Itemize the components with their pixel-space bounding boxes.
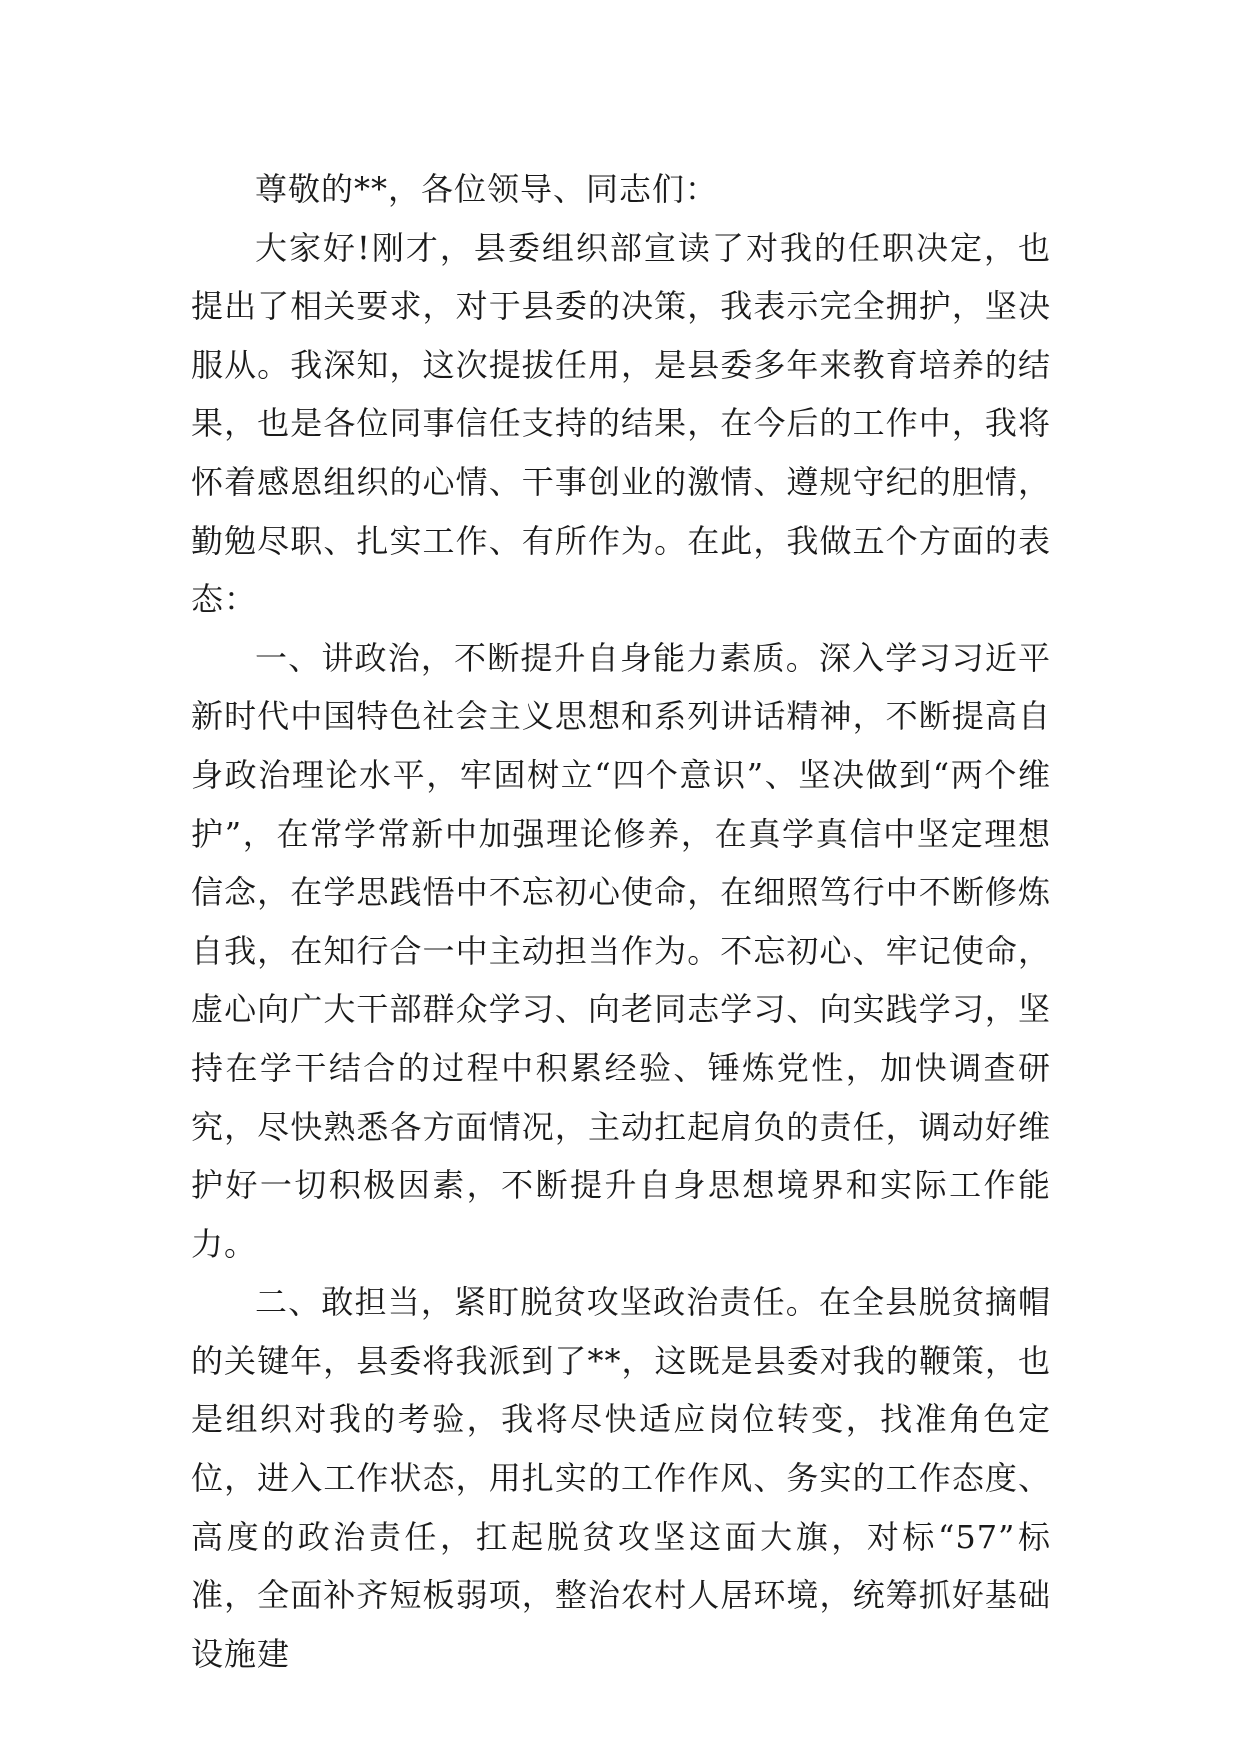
salutation-paragraph: 尊敬的**，各位领导、同志们： xyxy=(255,170,719,208)
section-two-paragraph: 二、敢担当，紧盯脱贫攻坚政治责任。在全县脱贫摘帽的关键年，县委将我派到了**，这既是县委对我的鞭策，也是组织对我的考验，我将尽快适应岗位转变，找准角色定位，进入工作状态，用扎实的工作作风、务实的工作态度、高度的政治责任，扛起脱贫攻坚这面大旗，对标“57”标准，全面补齐短板弱项，整治农村人居环境，统筹抓好基础设施建 xyxy=(191,1283,1051,1673)
section-one-paragraph: 一、讲政治，不断提升自身能力素质。深入学习习近平新时代中国特色社会主义思想和系列讲话精神，不断提高自身政治理论水平，牢固树立“四个意识”、坚决做到“两个维护”，在常学常新中加强理论修养，在真学真信中坚定理想信念，在学思践悟中不忘初心使命，在细照笃行中不断修炼自我，在知行合一中主动担当作为。不忘初心、牢记使命，虚心向广大干部群众学习、向老同志学习、向实践学习，坚持在学干结合的过程中积累经验、锤炼党性，加快调查研究，尽快熟悉各方面情况，主动扛起肩负的责任，调动好维护好一切积极因素，不断提升自身思想境界和实际工作能力。 xyxy=(191,638,1051,1263)
opening-paragraph: 大家好!刚才，县委组织部宣读了对我的任职决定，也提出了相关要求，对于县委的决策，我表示完全拥护，坚决服从。我深知，这次提拔任用，是县委多年来教育培养的结果，也是各位同事信任支持的结果，在今后的工作中，我将怀着感恩组织的心情、干事创业的激情、遵规守纪的胆情，勤勉尽职、扎实工作、有所作为。在此，我做五个方面的表态： xyxy=(191,228,1051,619)
document-body xyxy=(191,160,1051,1683)
